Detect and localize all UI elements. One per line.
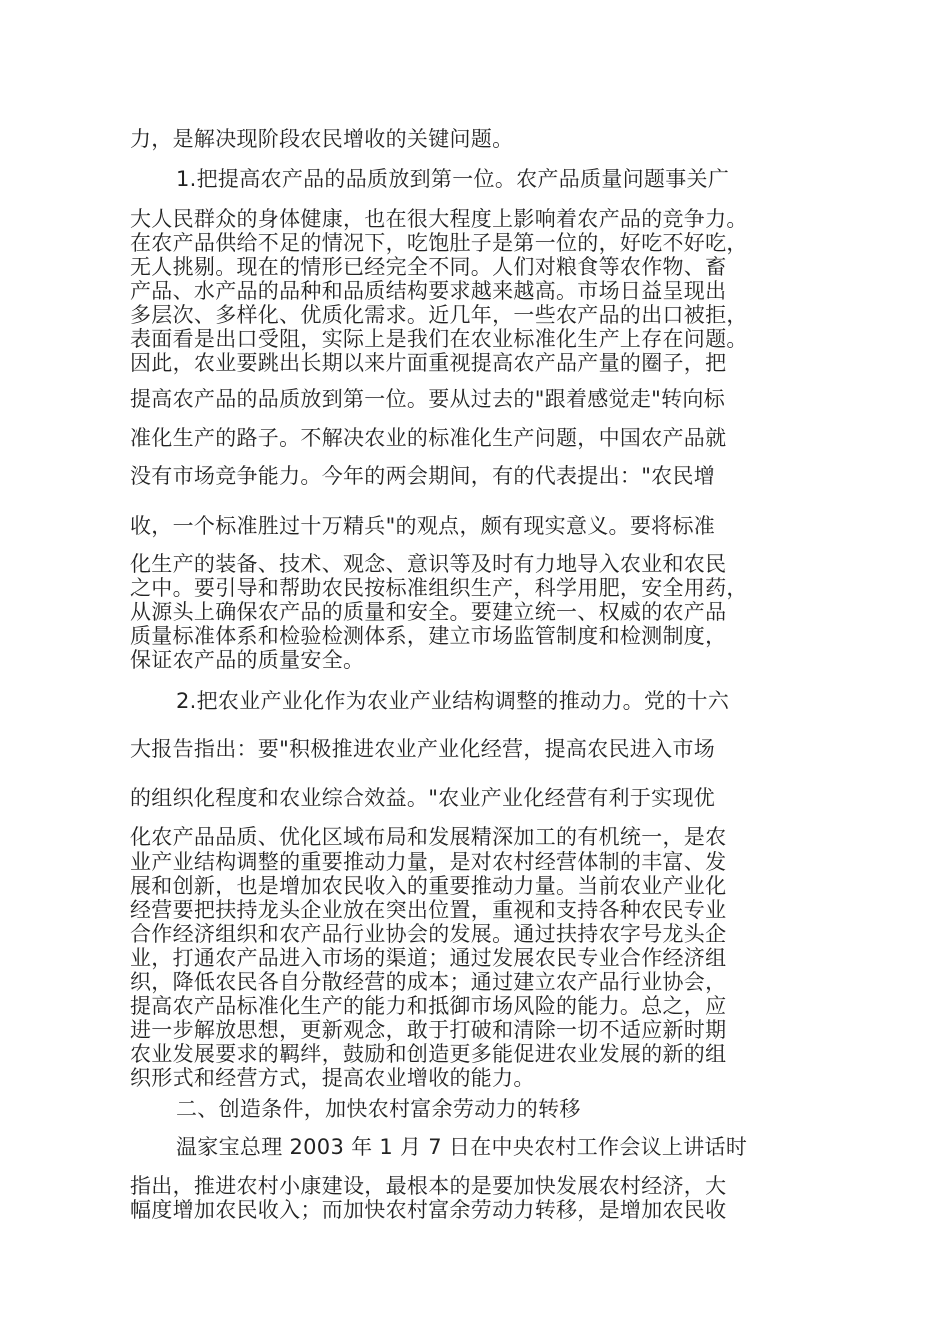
text-line: 无人挑剔。现在的情形已经完全不同。人们对粮食等农作物、畜 [130,255,727,279]
text-line: 的组织化程度和农业综合效益。"农业产业化经营有利于实现优 [130,786,716,810]
text-line: 农业发展要求的羁绊，鼓励和创造更多能促进农业发展的新的组 [130,1042,727,1066]
paragraph-line: 2.把农业产业化作为农业产业结构调整的推动力。党的十六 [176,689,730,713]
text-line: 之中。要引导和帮助农民按标准组织生产，科学用肥，安全用药， [130,576,748,600]
text-line: 提高农产品的品质放到第一位。要从过去的"跟着感觉走"转向标 [130,387,726,411]
paragraph-line: 温家宝总理 2003 年 1 月 7 日在中央农村工作会议上讲话时 [176,1135,748,1159]
text-line: 质量标准体系和检验检测体系，建立市场监管制度和检测制度， [130,624,727,648]
text-line: 进一步解放思想，更新观念，敢于打破和清除一切不适应新时期 [130,1018,727,1042]
text-line: 从源头上确保农产品的质量和安全。要建立统一、权威的农产品 [130,600,727,624]
text-line: 力，是解决现阶段农民增收的关键问题。 [130,127,514,151]
text-line: 经营要把扶持龙头企业放在突出位置，重视和支持各种农民专业 [130,898,727,922]
text-line: 化农产品品质、优化区域布局和发展精深加工的有机统一，是农 [130,825,727,849]
text-line: 大报告指出：要"积极推进农业产业化经营，提高农民进入市场 [130,737,716,761]
text-line: 表面看是出口受阻，实际上是我们在农业标准化生产上存在问题。 [130,327,748,351]
text-line: 织，降低农民各自分散经营的成本；通过建立农产品行业协会， [130,970,727,994]
text-line: 化生产的装备、技术、观念、意识等及时有力地导入农业和农民 [130,552,727,576]
text-line: 收，一个标准胜过十万精兵"的观点，颇有现实意义。要将标准 [130,514,716,538]
section-heading: 二、创造条件，加快农村富余劳动力的转移 [176,1097,581,1121]
text-line: 织形式和经营方式，提高农业增收的能力。 [130,1066,535,1090]
text-line: 指出，推进农村小康建设，最根本的是要加快发展农村经济，大 [130,1174,727,1198]
text-line: 合作经济组织和农产品行业协会的发展。通过扶持农字号龙头企 [130,922,727,946]
text-line: 幅度增加农民收入；而加快农村富余劳动力转移，是增加农民收 [130,1198,727,1222]
text-line: 提高农产品标准化生产的能力和抵御市场风险的能力。总之，应 [130,994,727,1018]
text-line: 多层次、多样化、优质化需求。近几年，一些农产品的出口被拒， [130,303,748,327]
text-line: 业，打通农产品进入市场的渠道；通过发展农民专业合作经济组 [130,946,727,970]
text-line: 大人民群众的身体健康，也在很大程度上影响着农产品的竞争力。 [130,207,748,231]
text-line: 业产业结构调整的重要推动力量，是对农村经营体制的丰富、发 [130,850,727,874]
text-line: 保证农产品的质量安全。 [130,648,365,672]
text-line: 没有市场竞争能力。今年的两会期间，有的代表提出："农民增 [130,464,716,488]
text-line: 在农产品供给不足的情况下，吃饱肚子是第一位的，好吃不好吃， [130,231,748,255]
text-line: 产品、水产品的品种和品质结构要求越来越高。市场日益呈现出 [130,279,727,303]
text-line: 展和创新，也是增加农民收入的重要推动力量。当前农业产业化 [130,874,727,898]
text-line: 准化生产的路子。不解决农业的标准化生产问题，中国农产品就 [130,426,727,450]
text-line: 因此，农业要跳出长期以来片面重视提高农产品产量的圈子，把 [130,351,727,375]
paragraph-line: 1.把提高农产品的品质放到第一位。农产品质量问题事关广 [176,167,730,191]
